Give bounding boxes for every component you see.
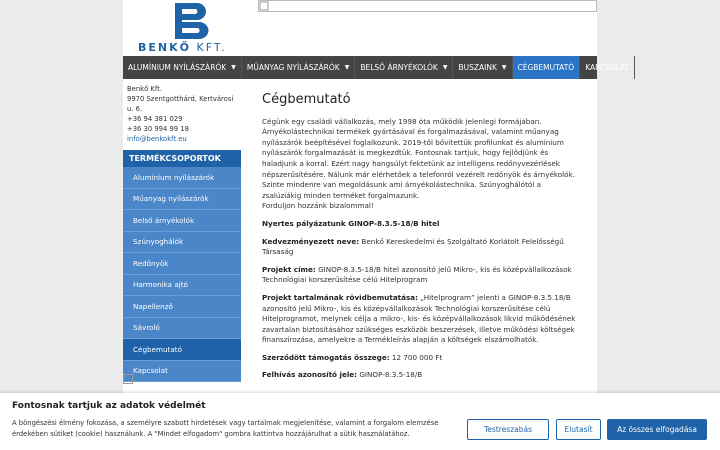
- nav-item-muanyag[interactable]: [242, 56, 355, 79]
- call-label: Felhívás azonosító jele:: [262, 370, 358, 380]
- nav-item-kapcsolat[interactable]: [580, 56, 635, 79]
- grant-title-text: Nyertes pályázatunk GINOP-8.3.5-18/B hitel: [262, 218, 440, 228]
- banner-image-broken: [258, 0, 597, 12]
- sidebar-item-harmonika-ajto[interactable]: Harmonika ajtó: [123, 275, 241, 297]
- grant-title: [262, 219, 582, 230]
- nav-label: KAPCSOLAT: [585, 63, 630, 72]
- summary-label: Projekt tartalmának rövidbemutatása:: [262, 292, 418, 302]
- sidebar-list: [123, 167, 241, 382]
- sidebar-item-aluminium[interactable]: Alumínium nyílászárók: [123, 167, 241, 189]
- beneficiary-label: Kedvezményezett neve:: [262, 236, 360, 246]
- contact-block: [127, 84, 241, 144]
- sidebar-item-redonyok[interactable]: Redőnyök: [123, 253, 241, 275]
- nav-label: BUSZAINK: [458, 63, 497, 72]
- project-row: [262, 265, 582, 286]
- page-container: [123, 0, 630, 450]
- chevron-down-icon: ▼: [501, 64, 507, 71]
- cookie-reject-button[interactable]: Elutasít: [556, 419, 601, 440]
- logo-suffix: KFT.: [196, 41, 227, 54]
- nav-label: BELSŐ ÁRNYÉKOLÓK: [360, 63, 438, 72]
- intro-text: Cégünk egy családi vállalkozás, mely 1998 óta működik jelenlegi formájában. Árnyékolástechnikai termékek gyártásával és forgalmazásával, valamint műanyag nyílászárók beépítésével foglalkozunk. 2019-től bővítettük profilunkat és alumínium nyílászárók forgalmazását is megkezdtük. Fontosnak tartjuk, hogy fejlődjünk és haladjunk a korral. Ezért nagy hangsúlyt fektetünk az intelligens redőnyvezérlések népszerűsítésére. Nálunk már elérhetőek a telefonról vezérelt redőnyök és árnyékolók. Szinte mindenre van megoldásunk ami árnyékolástechnika. Szúnyoghálótól a zsalúziákig minden terméket forgalmazunk.: [262, 116, 576, 200]
- nav-item-belso-arnyekolok[interactable]: [355, 56, 453, 79]
- beneficiary-row: [262, 237, 582, 258]
- beneficiary-value: Benkő Kereskedelmi és Szolgáltató Korlátolt Felelősségű Társaság: [262, 236, 564, 257]
- nav-label: MŰANYAG NYÍLÁSZÁRÓK: [246, 63, 340, 72]
- amount-label: Szerződött támogatás összege:: [262, 352, 390, 362]
- chevron-down-icon: ▼: [442, 64, 448, 71]
- intro-end-text: Forduljon hozzánk bizalommal!: [262, 201, 374, 211]
- sidebar-item-szunyoghalok[interactable]: Szúnyoghálók: [123, 232, 241, 254]
- sidebar-item-kapcsolat[interactable]: Kapcsolat: [123, 361, 241, 383]
- sidebar-item-cegbemutato[interactable]: Cégbemutató: [123, 339, 241, 361]
- call-value: GINOP-8.3.5-18/B: [359, 370, 423, 380]
- logo-b-icon: [173, 3, 209, 39]
- broken-image-icon: [259, 1, 269, 11]
- logo-name: BENKŐ: [138, 41, 191, 54]
- sidebar-item-belso-arnyekolok[interactable]: Belső árnyékolók: [123, 210, 241, 232]
- cookie-customize-button[interactable]: Testreszabás: [467, 419, 549, 440]
- nav-label: ALUMÍNIUM NYÍLÁSZÁRÓK: [128, 63, 227, 72]
- nav-item-buszaink[interactable]: [453, 56, 512, 79]
- chevron-down-icon: ▼: [344, 64, 350, 71]
- broken-image-icon: [123, 374, 133, 384]
- nav-item-cegbemutato[interactable]: [513, 56, 581, 79]
- main-nav: [123, 56, 630, 79]
- site-logo[interactable]: [123, 0, 258, 56]
- chevron-down-icon: ▼: [231, 64, 236, 71]
- cookie-accept-all-button[interactable]: Az összes elfogadása: [607, 419, 707, 440]
- company-address: 9970 Szentgotthárd, Kertvárosi u. 6.: [127, 95, 234, 113]
- email-link[interactable]: info@benkokft.eu: [127, 135, 187, 143]
- call-row: [262, 370, 582, 381]
- amount-value: 12 700 000 Ft: [391, 352, 443, 362]
- phone-1[interactable]: +36 94 381 029: [127, 115, 183, 123]
- summary-row: [262, 293, 582, 346]
- project-value: GINOP-8.3.5-18/B hitel azonosító jelű Mikro-, kis és középvállalkozások Technológiai korszerűsítése célú Hitelprogram: [262, 264, 572, 285]
- cookie-title: Fontosnak tartjuk az adatok védelmét: [12, 401, 206, 411]
- logo-text: [138, 41, 227, 54]
- cookie-text: A böngészési élmény fokozása, a személyre szabott hirdetések vagy tartalmak megjelenítése, valamint a forgalom elemzése érdekében sütiket (cookie) használunk. A "Mindet elfogadom" gombra kattintva hozzájárulhat a sütik használatához.: [12, 419, 439, 438]
- amount-row: [262, 353, 582, 364]
- nav-label: CÉGBEMUTATÓ: [517, 63, 575, 72]
- company-name: Benkő Kft.: [127, 85, 162, 93]
- summary-value: „Hitelprogram” jelenti a GINOP-8.3.5.18/B azonosító jelű Mikro-, kis és középvállalkozások Technológiai korszerűsítése célú Hitelprogramot, melynek célja a mikro-, kis- és középvállalkozások likvid működésének zavartalan biztosításához szükséges eszközök beszerzések, illetve működési költségek finanszírozása, amelyekre a Termékleírás alapján a költségek elszámolhatók.: [262, 292, 576, 345]
- sidebar-item-napellenzo[interactable]: Napellenző: [123, 296, 241, 318]
- page-title: Cégbemutató: [262, 92, 351, 107]
- main-content: [262, 92, 582, 388]
- nav-item-aluminium[interactable]: [123, 56, 242, 79]
- intro-paragraph: [262, 117, 582, 212]
- sidebar-item-muanyag[interactable]: Műanyag nyílászárók: [123, 189, 241, 211]
- project-label: Projekt címe:: [262, 264, 316, 274]
- phone-2[interactable]: +36 30 994 99 18: [127, 125, 189, 133]
- sidebar-title: TERMÉKCSOPORTOK: [123, 150, 241, 167]
- sidebar-item-savrolo[interactable]: Sávroló: [123, 318, 241, 340]
